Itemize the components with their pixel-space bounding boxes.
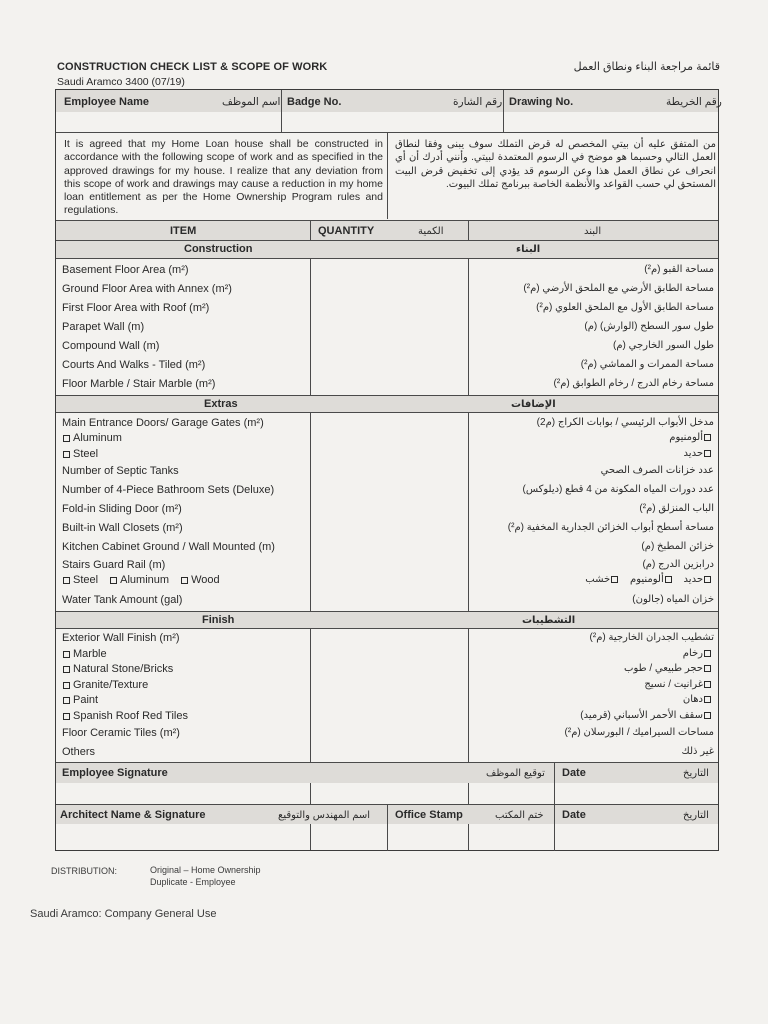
architect-date-label-arabic: التاريخ: [683, 810, 709, 821]
agreement-text-arabic: من المتفق عليه أن بيتي المخصص له قرض التملك سوف يبنى وفقا لنطاق العمل التالي وحسبما هو موضح في الرسوم المعتمدة لبيتي. وأنني أدرك أن أي انحراف عن نطاق العمل هذا وعن الرسوم قد يؤدي إلى تخفيض قرض البيت المستحق لي حسب القواعد والأنظمة الخاصة ببرنامج تملك البيوت.: [395, 139, 716, 190]
courts-walks-label-arabic: مساحة الممرات و المماشي (م²): [580, 359, 714, 370]
form-frame: [55, 89, 722, 851]
marble-checkbox-arabic[interactable]: [704, 650, 711, 657]
finish-option-marble[interactable]: [62, 648, 107, 660]
employee-name-label-arabic: اسم الموظف: [222, 96, 281, 108]
extras-section-title: Extras: [204, 398, 238, 410]
steel-option-label: Steel: [73, 448, 99, 460]
rail-material-options: [62, 574, 220, 586]
courts-walks-label: Courts And Walks - Tiled (m²): [62, 359, 206, 371]
aluminum-option-arabic[interactable]: [669, 432, 714, 443]
distribution-label: DISTRIBUTION:: [51, 866, 118, 876]
natural-stone-label-arabic: حجر طبيعي / طوب: [624, 663, 703, 674]
architect-signature-label-arabic: اسم المهندس والتوقيع: [278, 810, 371, 821]
rail-aluminum-label-arabic: ألومنيوم: [630, 574, 664, 585]
finish-option-natural-stone-arabic[interactable]: [624, 663, 714, 674]
others-label-arabic: غير ذلك: [681, 746, 714, 757]
employee-name-label: Employee Name: [64, 96, 149, 108]
first-floor-area-label: First Floor Area with Roof (m²): [62, 302, 210, 314]
finish-section-title-arabic: التشطيبات: [522, 615, 576, 626]
fold-in-sliding-door-label: Fold-in Sliding Door (m²): [62, 503, 182, 515]
steel-option-arabic[interactable]: [684, 448, 714, 459]
spanish-tiles-label-arabic: سقف الأحمر الأسباني (قرميد): [580, 710, 703, 721]
finish-option-paint-arabic[interactable]: [683, 694, 714, 705]
header-fields-row: [56, 90, 718, 112]
floor-ceramic-tiles-label-arabic: مساحات السيراميك / البورسلان (م²): [564, 727, 714, 738]
header-fields-input-row[interactable]: [56, 112, 718, 132]
paint-label-arabic: دهان: [682, 694, 703, 705]
granite-checkbox[interactable]: [63, 682, 70, 689]
steel-option-label-arabic: حديد: [683, 448, 703, 459]
agreement-text-english: It is agreed that my Home Loan house shall be constructed in accordance with the following scope of work and as specified in the approved drawings for my house. I realize that any deviation from this scope of work and drawings may cause a reduction in my home loan entitlement as per the Home Ownership Program rules and regulations.: [64, 138, 383, 217]
first-floor-area-label-arabic: مساحة الطابق الأول مع الملحق العلوي (م²): [536, 302, 714, 313]
form-title: CONSTRUCTION CHECK LIST & SCOPE OF WORK: [57, 61, 328, 73]
marble-label: Marble: [73, 648, 107, 660]
marble-checkbox[interactable]: [63, 651, 70, 658]
floor-marble-label: Floor Marble / Stair Marble (m²): [62, 378, 216, 390]
granite-checkbox-arabic[interactable]: [704, 681, 711, 688]
distribution-original: Original – Home Ownership: [150, 865, 261, 875]
employee-date-label-arabic: التاريخ: [683, 768, 709, 779]
aluminum-option[interactable]: [62, 432, 122, 444]
parapet-wall-label-arabic: طول سور السطح (الوارش) (م): [584, 321, 714, 332]
spanish-tiles-label: Spanish Roof Red Tiles: [73, 710, 188, 722]
natural-stone-checkbox[interactable]: [63, 666, 70, 673]
drawing-no-label-arabic: رقم الخريطة: [666, 96, 722, 108]
rail-wood-checkbox[interactable]: [181, 577, 188, 584]
compound-wall-label-arabic: طول السور الخارجي (م): [613, 340, 714, 351]
rail-wood-checkbox-arabic[interactable]: [611, 576, 618, 583]
employee-signature-label-arabic: توقيع الموظف: [486, 768, 545, 779]
finish-option-natural-stone[interactable]: [62, 663, 173, 675]
exterior-wall-finish-label: Exterior Wall Finish (m²): [62, 632, 180, 644]
construction-section-header: [56, 241, 718, 258]
drawing-no-label: Drawing No.: [509, 96, 574, 108]
form-number: Saudi Aramco 3400 (07/19): [57, 76, 185, 88]
basement-floor-area-label-arabic: مساحة القبو (م²): [644, 264, 714, 275]
natural-stone-checkbox-arabic[interactable]: [704, 665, 711, 672]
rail-steel-label-arabic: حديد: [683, 574, 703, 585]
aluminum-option-label-arabic: ألومنيوم: [669, 432, 703, 443]
finish-section-title: Finish: [202, 614, 235, 626]
rail-aluminum-checkbox-arabic[interactable]: [665, 576, 672, 583]
spanish-tiles-checkbox-arabic[interactable]: [704, 712, 711, 719]
marble-label-arabic: رخام: [682, 648, 703, 659]
rail-wood-label: Wood: [191, 574, 220, 586]
kitchen-cabinet-label: Kitchen Cabinet Ground / Wall Mounted (m): [62, 541, 275, 553]
main-entrance-doors-label: Main Entrance Doors/ Garage Gates (m²): [62, 417, 264, 429]
employee-signature-field[interactable]: [56, 784, 718, 804]
aluminum-option-label: Aluminum: [73, 432, 122, 444]
finish-option-marble-arabic[interactable]: [683, 648, 714, 659]
rail-steel-checkbox-arabic[interactable]: [704, 576, 711, 583]
construction-section-title-arabic: البناء: [516, 244, 541, 255]
badge-no-label: Badge No.: [287, 96, 342, 108]
architect-date-label: Date: [562, 809, 586, 821]
fold-in-sliding-door-label-arabic: الباب المنزلق (م²): [639, 503, 714, 514]
rail-steel-label: Steel: [73, 574, 99, 586]
granite-label-arabic: غرانيت / نسيج: [644, 679, 703, 690]
compound-wall-label: Compound Wall (m): [62, 340, 160, 352]
built-in-closets-label-arabic: مساحة أسطح أبواب الخزائن الجدارية المخفية (م²): [507, 522, 714, 533]
bathroom-sets-label-arabic: عدد دورات المياه المكونة من 4 قطع (ديلوكس): [522, 484, 714, 495]
distribution-duplicate: Duplicate - Employee: [150, 877, 236, 887]
finish-option-granite[interactable]: [62, 679, 148, 691]
septic-tanks-label-arabic: عدد خزانات الصرف الصحي: [600, 465, 714, 476]
steel-option[interactable]: [62, 448, 98, 460]
spanish-tiles-checkbox[interactable]: [63, 713, 70, 720]
finish-option-granite-arabic[interactable]: [644, 679, 714, 690]
paint-label: Paint: [73, 694, 99, 706]
bathroom-sets-label: Number of 4-Piece Bathroom Sets (Deluxe): [62, 484, 275, 496]
footer-classification: Saudi Aramco: Company General Use: [30, 908, 217, 920]
extras-section-title-arabic: الإضافات: [511, 399, 556, 410]
built-in-closets-label: Built-in Wall Closets (m²): [62, 522, 183, 534]
ground-floor-area-label-arabic: مساحة الطابق الأرضي مع الملحق الأرضي (م²): [523, 283, 714, 294]
granite-label: Granite/Texture: [73, 679, 149, 691]
quantity-column-header-arabic: الكمية: [418, 226, 444, 237]
floor-marble-label-arabic: مساحة رخام الدرج / رخام الطوابق (م²): [553, 378, 714, 389]
others-label: Others: [62, 746, 96, 758]
architect-signature-label: Architect Name & Signature: [60, 809, 206, 821]
finish-option-spanish-tiles[interactable]: [62, 710, 188, 722]
steel-checkbox-arabic[interactable]: [704, 450, 711, 457]
form-title-arabic: قائمة مراجعة البناء ونطاق العمل: [573, 61, 720, 73]
water-tank-label-arabic: خزان المياه (جالون): [632, 594, 714, 605]
rail-material-options-arabic: [585, 574, 714, 585]
extras-section-header: [56, 396, 718, 412]
kitchen-cabinet-label-arabic: خزائن المطبخ (م): [641, 541, 714, 552]
paint-checkbox[interactable]: [63, 697, 70, 704]
employee-date-label: Date: [562, 767, 586, 779]
parapet-wall-label: Parapet Wall (m): [62, 321, 145, 333]
basement-floor-area-label: Basement Floor Area (m²): [62, 264, 189, 276]
employee-signature-label: Employee Signature: [62, 767, 168, 779]
septic-tanks-label: Number of Septic Tanks: [62, 465, 179, 477]
rail-aluminum-label: Aluminum: [120, 574, 170, 586]
quantity-column-header: QUANTITY: [318, 225, 375, 237]
office-stamp-label-arabic: ختم المكتب: [495, 810, 544, 821]
aluminum-checkbox[interactable]: [63, 435, 70, 442]
finish-option-paint[interactable]: [62, 694, 98, 706]
item-column-header-arabic: البند: [584, 226, 602, 237]
main-entrance-doors-label-arabic: مدخل الأبواب الرئيسي / بوابات الكراج (م2): [536, 417, 714, 428]
rail-steel-checkbox[interactable]: [63, 577, 70, 584]
finish-section-header: [56, 612, 718, 628]
water-tank-label: Water Tank Amount (gal): [62, 594, 183, 606]
column-header-row: [56, 221, 718, 240]
paint-checkbox-arabic[interactable]: [704, 696, 711, 703]
exterior-wall-finish-label-arabic: تشطيب الجدران الخارجية (م²): [589, 632, 714, 643]
rail-wood-label-arabic: خشب: [585, 574, 611, 585]
item-column-header: ITEM: [170, 225, 197, 237]
aluminum-checkbox-arabic[interactable]: [704, 434, 711, 441]
construction-section-title: Construction: [184, 243, 253, 255]
badge-no-label-arabic: رقم الشارة: [453, 96, 503, 108]
office-stamp-label: Office Stamp: [395, 809, 463, 821]
architect-signature-field[interactable]: [56, 825, 718, 849]
stairs-guard-rail-label-arabic: درابزين الدرج (م): [642, 559, 714, 570]
natural-stone-label: Natural Stone/Bricks: [73, 663, 174, 675]
steel-checkbox[interactable]: [63, 451, 70, 458]
stairs-guard-rail-label: Stairs Guard Rail (m): [62, 559, 166, 571]
floor-ceramic-tiles-label: Floor Ceramic Tiles (m²): [62, 727, 180, 739]
finish-option-spanish-tiles-arabic[interactable]: [580, 710, 714, 721]
ground-floor-area-label: Ground Floor Area with Annex (m²): [62, 283, 232, 295]
rail-aluminum-checkbox[interactable]: [110, 577, 117, 584]
